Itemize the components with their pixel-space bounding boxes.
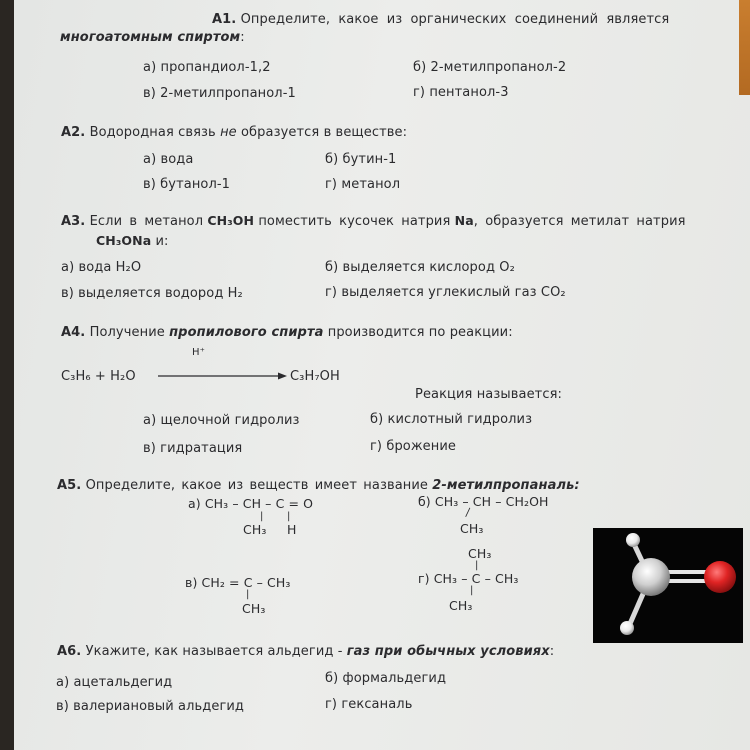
question-a3: А3. Если в метанол CH₃OH поместить кусочек натрия Na, образуется метилат натрия bbox=[61, 213, 686, 229]
option-b: б) бутин-1 bbox=[325, 152, 397, 167]
substituent: CH₃ bbox=[243, 522, 267, 537]
question-number: А2. bbox=[61, 125, 86, 140]
structure-main-chain: CH₃ – CH – C = O bbox=[204, 496, 314, 511]
structure-a: а) CH₃ – CH – C = O bbox=[188, 496, 314, 511]
question-a4: А4. Получение пропилового спирта производится по реакции: bbox=[61, 325, 513, 340]
question-number: А4. bbox=[61, 325, 86, 340]
substituent: CH₃ bbox=[460, 521, 484, 536]
option-a: а) пропандиол-1,2 bbox=[143, 60, 271, 75]
structure-b: б) CH₃ – CH – CH₂OH bbox=[418, 494, 549, 509]
substituent: CH₃ bbox=[449, 598, 473, 613]
emphasis-phrase: 2-метилпропаналь: bbox=[432, 478, 580, 493]
option-g: г) пентанол-3 bbox=[413, 85, 509, 100]
formula: CH₃OH bbox=[207, 213, 255, 228]
bond-line: | bbox=[260, 511, 264, 522]
bond-line: | bbox=[246, 589, 250, 600]
structure-main-chain: CH₃ – CH – CH₂OH bbox=[434, 494, 549, 509]
substituent: CH₃ bbox=[242, 601, 266, 616]
formula: CH₃ONa bbox=[96, 233, 152, 248]
formula: Na bbox=[454, 213, 474, 228]
question-number: А1. bbox=[212, 12, 237, 27]
option-g: г) брожение bbox=[370, 439, 457, 454]
question-a1-cont: многоатомным спиртом: bbox=[60, 30, 245, 45]
bond-line: | bbox=[463, 506, 472, 519]
structure-g: г) CH₃ – C – CH₃ bbox=[418, 571, 519, 586]
reaction-arrow bbox=[158, 371, 288, 381]
option-g: г) метанол bbox=[325, 177, 401, 192]
emphasis-phrase: газ при обычных условиях bbox=[346, 644, 550, 659]
question-a3-cont: CH₃ONa и: bbox=[96, 233, 169, 249]
structure-v: в) CH₂ = C – CH₃ bbox=[185, 575, 291, 590]
option-a: а) ацетальдегид bbox=[56, 675, 173, 690]
structure-main-chain: CH₃ – C – CH₃ bbox=[433, 571, 519, 586]
molecule-image bbox=[593, 528, 743, 643]
option-v: в) 2-метилпропанол-1 bbox=[143, 86, 296, 101]
option-v: в) выделяется водород H₂ bbox=[61, 286, 243, 301]
emphasis-phrase: пропилового спирта bbox=[169, 325, 324, 340]
bond-line: | bbox=[470, 585, 474, 596]
bond-line: | bbox=[475, 560, 479, 571]
option-b: б) кислотный гидролиз bbox=[370, 412, 533, 427]
formaldehyde-ball-and-stick-model-icon bbox=[593, 528, 743, 643]
reaction-question: Реакция называется: bbox=[415, 387, 562, 402]
option-a: а) вода bbox=[143, 152, 194, 167]
option-a: а) вода H₂O bbox=[61, 260, 142, 275]
option-g: г) выделяется углекислый газ CO₂ bbox=[325, 285, 566, 300]
emphasis-phrase: многоатомным спиртом bbox=[60, 30, 241, 45]
reactants: C₃H₆ + H₂O bbox=[61, 369, 136, 384]
structure-main-chain: CH₂ = C – CH₃ bbox=[201, 575, 291, 590]
option-g: г) гексаналь bbox=[325, 697, 413, 712]
bond-line: | bbox=[287, 511, 291, 522]
question-number: А6. bbox=[57, 644, 82, 659]
question-a6: А6. Укажите, как называется альдегид - газ при обычных условиях: bbox=[57, 644, 555, 659]
emphasis-word: не bbox=[220, 125, 237, 140]
question-a1 bbox=[212, 12, 669, 27]
substituent: H bbox=[287, 522, 297, 537]
option-v: в) бутанол-1 bbox=[143, 177, 231, 192]
option-v: в) гидратация bbox=[143, 441, 243, 456]
option-b: б) формальдегид bbox=[325, 671, 447, 686]
option-a: а) щелочной гидролиз bbox=[143, 413, 300, 428]
option-v: в) валериановый альдегид bbox=[56, 699, 245, 714]
substituent: CH₃ bbox=[468, 546, 492, 561]
question-number: А3. bbox=[61, 214, 86, 229]
option-b: б) выделяется кислород O₂ bbox=[325, 260, 515, 275]
product: C₃H₇OH bbox=[290, 369, 340, 384]
question-a5: А5. Определите, какое из веществ имеет название 2-метилпропаналь: bbox=[57, 478, 580, 493]
catalyst: H⁺ bbox=[192, 347, 205, 358]
question-a2: А2. Водородная связь не образуется в веществе: bbox=[61, 125, 408, 140]
accent-strip bbox=[739, 0, 750, 95]
question-text: Определите, какое из органических соединений является bbox=[240, 12, 670, 27]
option-b: б) 2-метилпропанол-2 bbox=[413, 60, 567, 75]
question-number: А5. bbox=[57, 478, 82, 493]
